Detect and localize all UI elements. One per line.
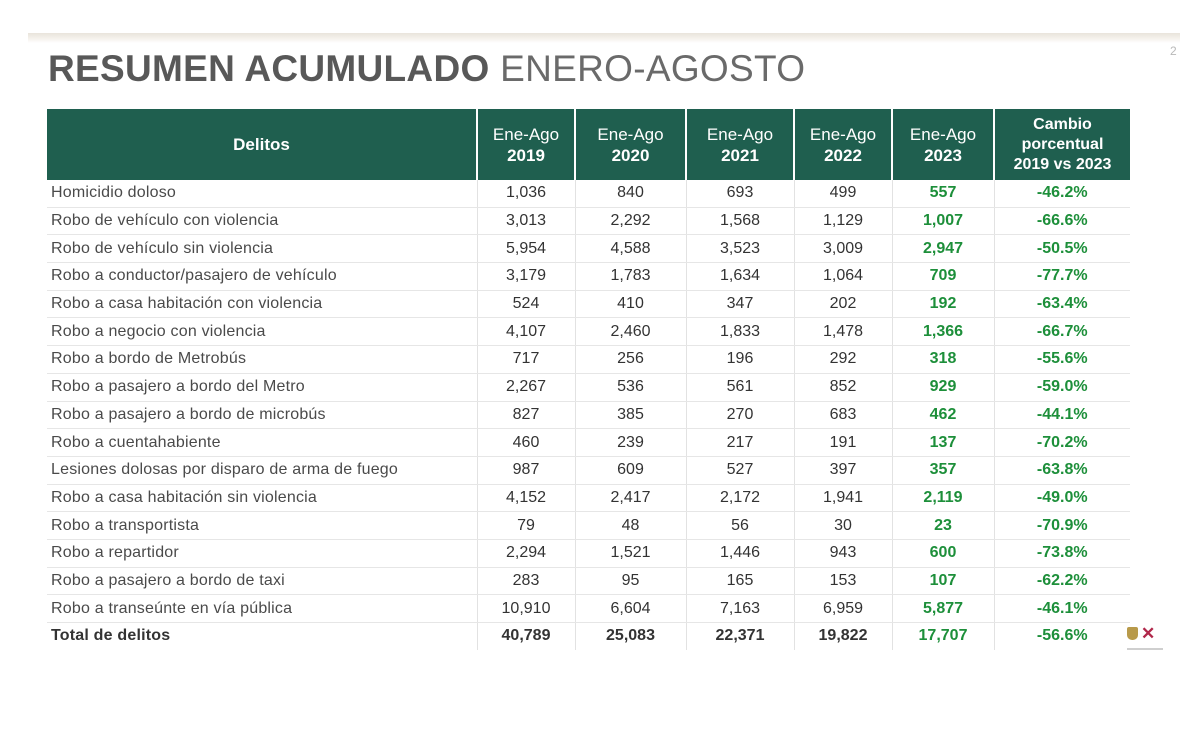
- value-2023: 5,877: [892, 595, 994, 623]
- value-2023: 1,007: [892, 207, 994, 235]
- footer-logos: [1127, 624, 1167, 655]
- value-2021: 165: [686, 567, 794, 595]
- value-2022: 683: [794, 401, 892, 429]
- value-2023: 2,119: [892, 484, 994, 512]
- value-2019: 987: [477, 456, 575, 484]
- crime-name: Robo a transeúnte en vía pública: [47, 595, 477, 623]
- percent-change: -50.5%: [994, 235, 1130, 263]
- total-row: [47, 623, 1130, 650]
- title-light: ENERO-AGOSTO: [500, 48, 806, 89]
- value-2022: 943: [794, 539, 892, 567]
- value-2022: 202: [794, 290, 892, 318]
- value-2022: 397: [794, 456, 892, 484]
- value-2023: 137: [892, 429, 994, 457]
- value-2023: 600: [892, 539, 994, 567]
- value-2021: 1,833: [686, 318, 794, 346]
- table-row: [47, 180, 1130, 207]
- percent-change: -63.8%: [994, 456, 1130, 484]
- percent-change: -77.7%: [994, 263, 1130, 291]
- value-2022: 1,064: [794, 263, 892, 291]
- percent-change: -59.0%: [994, 373, 1130, 401]
- crime-name: Robo de vehículo sin violencia: [47, 235, 477, 263]
- crime-name: Robo a conductor/pasajero de vehículo: [47, 263, 477, 291]
- value-2021: 270: [686, 401, 794, 429]
- value-2022: 1,478: [794, 318, 892, 346]
- value-2019: 2,294: [477, 539, 575, 567]
- value-2022: 499: [794, 180, 892, 207]
- crime-name: Lesiones dolosas por disparo de arma de fuego: [47, 456, 477, 484]
- value-2020: 1,521: [575, 539, 686, 567]
- value-2019: 10,910: [477, 595, 575, 623]
- percent-change: -73.8%: [994, 539, 1130, 567]
- value-2020: 2,292: [575, 207, 686, 235]
- table-row: [47, 567, 1130, 595]
- table-row: [47, 263, 1130, 291]
- page-number: 2: [1170, 44, 1177, 58]
- crime-name: Robo a cuentahabiente: [47, 429, 477, 457]
- crime-name: Robo a casa habitación con violencia: [47, 290, 477, 318]
- page-title: [48, 48, 805, 90]
- percent-change: -70.2%: [994, 429, 1130, 457]
- table-row: [47, 207, 1130, 235]
- value-2021: 1,634: [686, 263, 794, 291]
- value-2023: 17,707: [892, 623, 994, 650]
- header-percent-change: Cambio porcentual 2019 vs 2023: [994, 109, 1130, 180]
- table-row: [47, 539, 1130, 567]
- value-2022: 19,822: [794, 623, 892, 650]
- value-2022: 852: [794, 373, 892, 401]
- table-header-row: [47, 109, 1130, 180]
- value-2022: 1,129: [794, 207, 892, 235]
- value-2019: 1,036: [477, 180, 575, 207]
- value-2021: 1,568: [686, 207, 794, 235]
- value-2020: 840: [575, 180, 686, 207]
- percent-change: -46.2%: [994, 180, 1130, 207]
- table-row: [47, 373, 1130, 401]
- value-2023: 23: [892, 512, 994, 540]
- percent-change: -49.0%: [994, 484, 1130, 512]
- value-2020: 2,417: [575, 484, 686, 512]
- table-row: [47, 429, 1130, 457]
- value-2020: 385: [575, 401, 686, 429]
- value-2021: 347: [686, 290, 794, 318]
- value-2019: 3,179: [477, 263, 575, 291]
- percent-change: -55.6%: [994, 346, 1130, 374]
- crime-name: Robo a pasajero a bordo del Metro: [47, 373, 477, 401]
- percent-change: -46.1%: [994, 595, 1130, 623]
- value-2020: 609: [575, 456, 686, 484]
- value-2023: 462: [892, 401, 994, 429]
- table-row: [47, 235, 1130, 263]
- value-2020: 6,604: [575, 595, 686, 623]
- percent-change: -63.4%: [994, 290, 1130, 318]
- value-2020: 48: [575, 512, 686, 540]
- value-2023: 709: [892, 263, 994, 291]
- percent-change: -66.7%: [994, 318, 1130, 346]
- value-2022: 292: [794, 346, 892, 374]
- header-2023: Ene-Ago 2023: [892, 109, 994, 180]
- header-2022: Ene-Ago 2022: [794, 109, 892, 180]
- crime-name: Total de delitos: [47, 623, 477, 650]
- table-row: [47, 595, 1130, 623]
- value-2021: 561: [686, 373, 794, 401]
- header-2020: Ene-Ago 2020: [575, 109, 686, 180]
- value-2023: 2,947: [892, 235, 994, 263]
- crime-name: Robo a casa habitación sin violencia: [47, 484, 477, 512]
- header-2019: Ene-Ago 2019: [477, 109, 575, 180]
- crime-name: Robo a pasajero a bordo de microbús: [47, 401, 477, 429]
- value-2023: 107: [892, 567, 994, 595]
- value-2020: 410: [575, 290, 686, 318]
- value-2022: 3,009: [794, 235, 892, 263]
- percent-change: -44.1%: [994, 401, 1130, 429]
- value-2020: 25,083: [575, 623, 686, 650]
- value-2021: 56: [686, 512, 794, 540]
- value-2019: 3,013: [477, 207, 575, 235]
- value-2020: 4,588: [575, 235, 686, 263]
- table-row: [47, 346, 1130, 374]
- crime-summary-table: [47, 109, 1130, 650]
- crime-name: Robo a bordo de Metrobús: [47, 346, 477, 374]
- value-2020: 256: [575, 346, 686, 374]
- value-2019: 524: [477, 290, 575, 318]
- percent-change: -70.9%: [994, 512, 1130, 540]
- value-2020: 2,460: [575, 318, 686, 346]
- value-2021: 2,172: [686, 484, 794, 512]
- value-2021: 196: [686, 346, 794, 374]
- value-2023: 318: [892, 346, 994, 374]
- crime-name: Robo de vehículo con violencia: [47, 207, 477, 235]
- value-2021: 7,163: [686, 595, 794, 623]
- value-2023: 1,366: [892, 318, 994, 346]
- top-rule: [28, 33, 1180, 43]
- value-2019: 2,267: [477, 373, 575, 401]
- value-2022: 153: [794, 567, 892, 595]
- value-2020: 239: [575, 429, 686, 457]
- table-row: [47, 401, 1130, 429]
- table-row: [47, 318, 1130, 346]
- value-2021: 1,446: [686, 539, 794, 567]
- table-row: [47, 512, 1130, 540]
- value-2022: 1,941: [794, 484, 892, 512]
- value-2019: 4,107: [477, 318, 575, 346]
- value-2022: 6,959: [794, 595, 892, 623]
- logo-caption-line: [1127, 648, 1163, 650]
- value-2019: 827: [477, 401, 575, 429]
- value-2020: 95: [575, 567, 686, 595]
- value-2019: 40,789: [477, 623, 575, 650]
- value-2023: 929: [892, 373, 994, 401]
- value-2019: 79: [477, 512, 575, 540]
- value-2019: 5,954: [477, 235, 575, 263]
- value-2020: 536: [575, 373, 686, 401]
- shield-logo-icon: [1127, 627, 1138, 640]
- value-2023: 557: [892, 180, 994, 207]
- value-2022: 191: [794, 429, 892, 457]
- value-2023: 192: [892, 290, 994, 318]
- percent-change: -66.6%: [994, 207, 1130, 235]
- table-row: [47, 290, 1130, 318]
- table-body: [47, 180, 1130, 650]
- header-delitos: Delitos: [47, 109, 477, 180]
- crime-name: Robo a transportista: [47, 512, 477, 540]
- value-2019: 4,152: [477, 484, 575, 512]
- value-2019: 717: [477, 346, 575, 374]
- crime-name: Robo a negocio con violencia: [47, 318, 477, 346]
- value-2021: 527: [686, 456, 794, 484]
- value-2021: 693: [686, 180, 794, 207]
- percent-change: -56.6%: [1036, 627, 1088, 645]
- table-row: [47, 456, 1130, 484]
- crime-name: Robo a pasajero a bordo de taxi: [47, 567, 477, 595]
- value-2023: 357: [892, 456, 994, 484]
- value-2019: 460: [477, 429, 575, 457]
- value-2021: 22,371: [686, 623, 794, 650]
- percent-change: -62.2%: [994, 567, 1130, 595]
- value-2021: 3,523: [686, 235, 794, 263]
- crime-name: Homicidio doloso: [47, 180, 477, 207]
- value-2020: 1,783: [575, 263, 686, 291]
- title-bold: RESUMEN ACUMULADO: [48, 48, 490, 89]
- crime-name: Robo a repartidor: [47, 539, 477, 567]
- value-2019: 283: [477, 567, 575, 595]
- government-logo-icon: ✕: [1141, 624, 1156, 643]
- table-row: [47, 484, 1130, 512]
- value-2022: 30: [794, 512, 892, 540]
- header-2021: Ene-Ago 2021: [686, 109, 794, 180]
- value-2021: 217: [686, 429, 794, 457]
